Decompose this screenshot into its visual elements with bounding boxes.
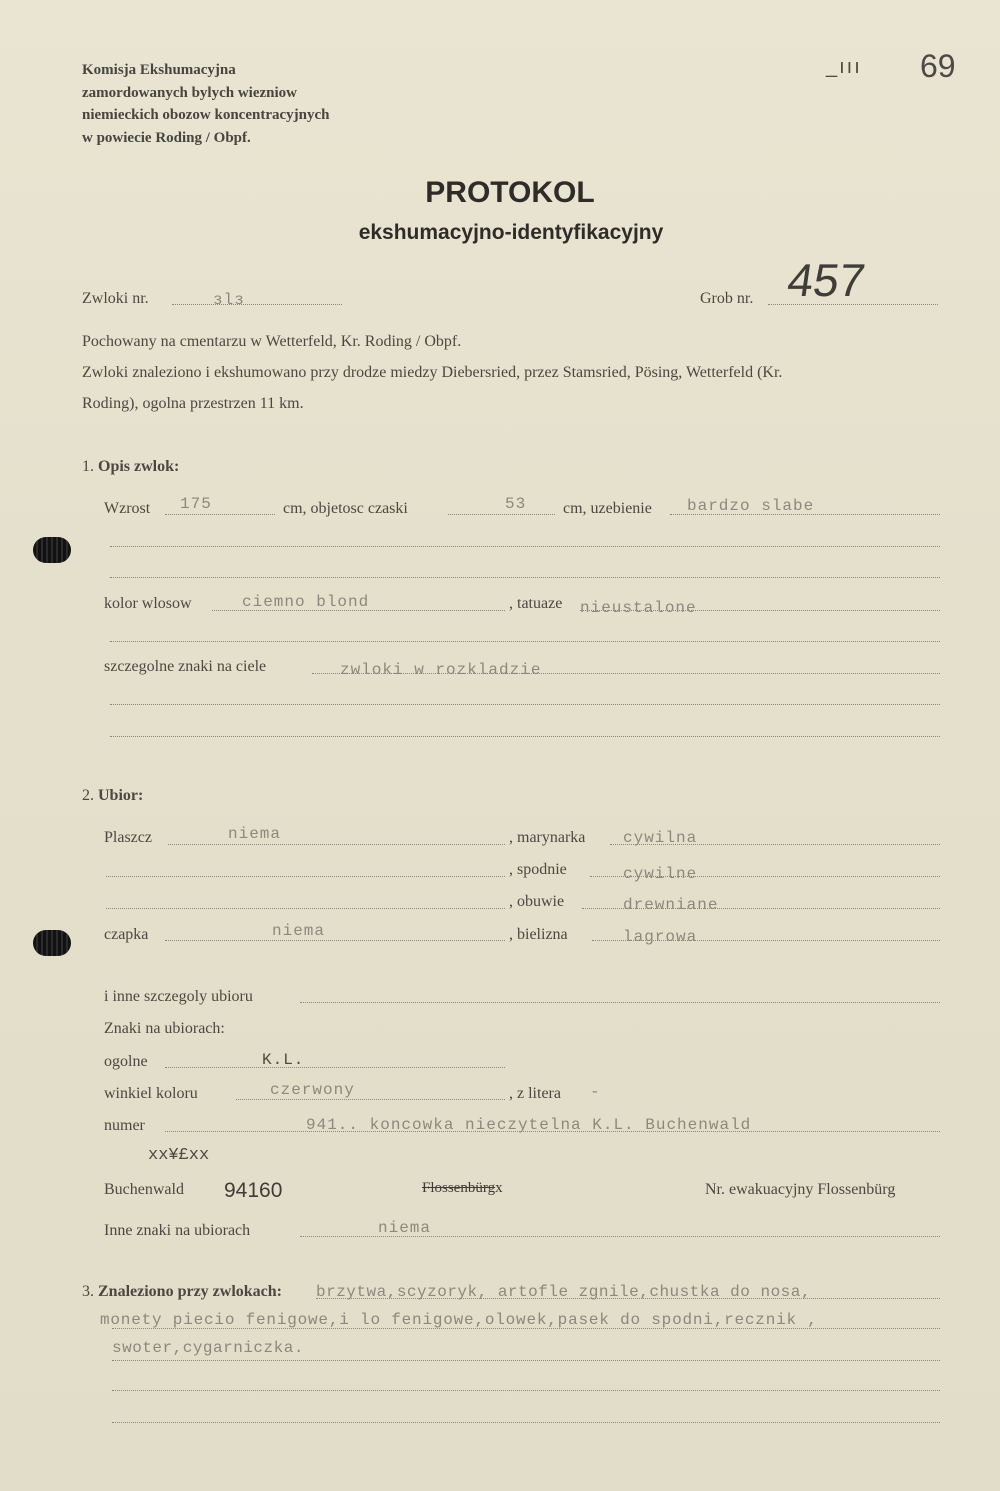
flossenburg-struck-label: Flossenbürg (422, 1180, 496, 1196)
header-line-4: w powiecie Roding / Obpf. (82, 129, 251, 146)
header-line-3: niemieckich obozow koncentracyjnych (82, 107, 330, 123)
section-1-title: Opis zwlok: (98, 458, 180, 475)
spodnie-value: cywilne (623, 865, 698, 883)
corner-mark: _ııı (826, 56, 862, 78)
dotted-line (300, 1002, 940, 1003)
numer-label: numer (104, 1117, 145, 1134)
dotted-line (110, 736, 940, 737)
litera-label: , z litera (509, 1085, 561, 1102)
found-items-line-1: brzytwa,scyzoryk, artofle zgnile,chustka do nosa, (316, 1283, 811, 1301)
flossenburg-x: x (495, 1180, 503, 1196)
uzebienie-value: bardzo slabe (687, 497, 815, 515)
znaki-na-ciele-label: szczegolne znaki na ciele (104, 658, 267, 675)
section-1-number: 1. (82, 458, 94, 475)
grob-value: 457 (784, 254, 869, 306)
dotted-line (112, 1328, 940, 1329)
dotted-line (316, 1298, 940, 1299)
section-3-title: Znaleziono przy zwlokach: (98, 1283, 282, 1300)
document-title: PROTOKOL (425, 176, 595, 209)
header-line-1: Komisja Ekshumacyjna (82, 62, 236, 78)
winkiel-value: czerwony (270, 1081, 355, 1099)
found-items-line-3: swoter,cygarniczka. (112, 1339, 304, 1357)
dotted-line (112, 1360, 940, 1361)
section-3-heading (82, 1283, 282, 1301)
document-subtitle: ekshumacyjno-identyfikacyjny (358, 221, 664, 244)
ogolne-label: ogolne (104, 1053, 148, 1070)
header-line-2: zamordowanych bylych wiezniow (82, 84, 297, 101)
tatuaze-label: , tatuaze (509, 595, 563, 612)
intro-line-3: Roding), ogolna przestrzen 11 km. (82, 395, 304, 412)
plaszcz-value: niema (228, 825, 282, 843)
dotted-line (172, 304, 342, 305)
ogolne-value: K.L. (262, 1051, 305, 1069)
numer-value: 941.. koncowka nieczytelna K.L. Buchenwald (306, 1116, 752, 1134)
cm-objetosc-label: cm, objetosc czaski (283, 500, 408, 517)
wzrost-value: 175 (180, 495, 212, 513)
struck-typed-text: xx¥£xx (148, 1146, 210, 1165)
intro-line-2: Zwloki znaleziono i ekshumowano przy drodze miedzy Diebersried, przez Stamsried, Pösing, Wetterfeld (Kr. (82, 364, 783, 381)
punch-hole (33, 537, 71, 563)
dotted-line (106, 876, 505, 877)
dotted-line (110, 577, 940, 578)
flossenburg-struck (422, 1180, 503, 1197)
obuwie-value: drewniane (623, 896, 719, 914)
dotted-line (165, 514, 275, 515)
czapka-value: niema (272, 922, 326, 940)
czaszka-value: 53 (505, 495, 527, 513)
dotted-line (110, 546, 940, 547)
dotted-line (110, 704, 940, 705)
dotted-line (236, 1099, 505, 1100)
dotted-line (110, 641, 940, 642)
dotted-line (168, 844, 505, 845)
punch-hole (33, 930, 71, 956)
bielizna-label: , bielizna (509, 926, 568, 943)
dotted-line (112, 1390, 940, 1391)
found-items-line-2: monety piecio fenigowe,i lo fenigowe,olowek,pasek do spodni,recznik , (100, 1311, 818, 1329)
buchenwald-label: Buchenwald (104, 1181, 184, 1198)
zwloki-value: ɜlɜ (213, 291, 245, 309)
section-2-title: Ubior: (98, 787, 144, 804)
znaki-na-ciele-value: zwloki w rozkladzie (340, 661, 542, 679)
section-1-heading (82, 458, 179, 476)
bielizna-value: lagrowa (623, 928, 698, 946)
winkiel-label: winkiel koloru (104, 1085, 198, 1102)
plaszcz-label: Plaszcz (104, 829, 152, 846)
dotted-line (448, 514, 555, 515)
inne-szczegoly-label: i inne szczegoly ubioru (104, 988, 253, 1005)
intro-line-1: Pochowany na cmentarzu w Wetterfeld, Kr. Roding / Obpf. (82, 333, 462, 350)
buchenwald-value: 94160 (224, 1179, 283, 1202)
dotted-line (165, 940, 505, 941)
dotted-line (165, 1067, 505, 1068)
dotted-line (112, 1422, 940, 1423)
grob-label: Grob nr. (700, 290, 754, 307)
section-2-heading (82, 787, 143, 805)
kolor-wlosow-label: kolor wlosow (104, 595, 192, 612)
header-block (82, 59, 329, 149)
nr-ewakuacyjny-label: Nr. ewakuacyjny Flossenbürg (705, 1181, 896, 1198)
zwloki-label: Zwloki nr. (82, 290, 149, 307)
znaki-na-ubiorach-label: Znaki na ubiorach: (104, 1020, 225, 1037)
czapka-label: czapka (104, 926, 149, 943)
tatuaze-value: nieustalone (580, 599, 697, 617)
litera-value: - (590, 1083, 601, 1101)
page-number: 69 (920, 48, 956, 84)
cm-uzebienie-label: cm, uzebienie (563, 500, 652, 517)
inne-znaki-label: Inne znaki na ubiorach (104, 1222, 251, 1239)
wzrost-label: Wzrost (104, 500, 151, 517)
section-3-number: 3. (82, 1283, 94, 1300)
section-2-number: 2. (82, 787, 94, 804)
obuwie-label: , obuwie (509, 893, 565, 910)
inne-znaki-value: niema (378, 1219, 432, 1237)
marynarka-label: , marynarka (509, 829, 586, 846)
marynarka-value: cywilna (623, 829, 698, 847)
dotted-line (106, 908, 505, 909)
spodnie-label: , spodnie (509, 861, 567, 878)
kolor-wlosow-value: ciemno blond (242, 593, 370, 611)
